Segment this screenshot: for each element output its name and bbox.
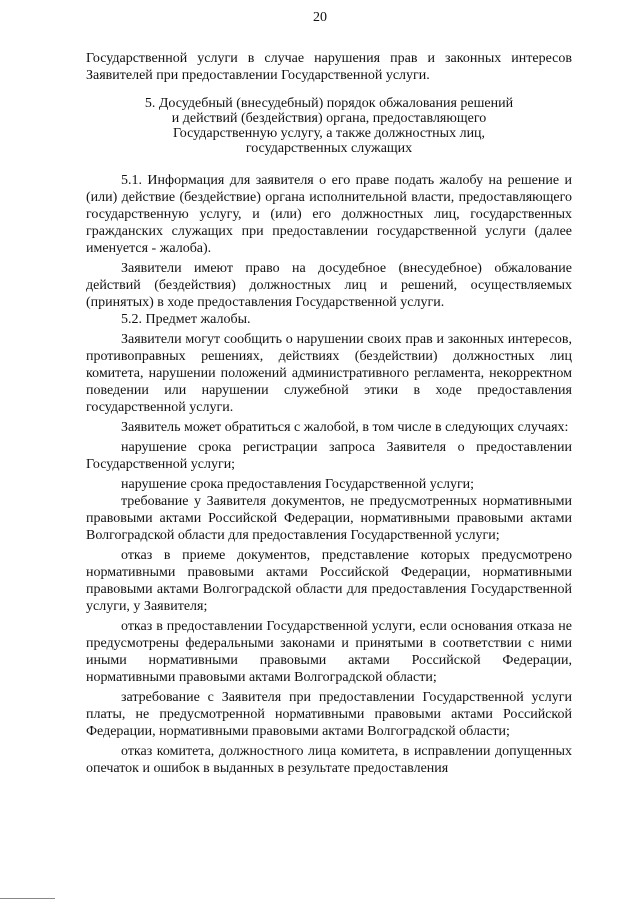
paragraph: 5.2. Предмет жалобы.: [121, 312, 251, 327]
paragraph: нарушение срока регистрации запроса Заявителя о предоставлении Государственной услуги;: [86, 440, 572, 472]
paragraph: требование у Заявителя документов, не предусмотренных нормативными правовыми актами Российской Федерации, нормативными правовыми актами Волгоградской области для предоставления Государственной услуги;: [86, 494, 572, 543]
paragraph: отказ в приеме документов, представление которых предусмотрено нормативными правовыми актами Российской Федерации, нормативными правовыми актами Волгоградской области для предоставления Государственной услуги, у Заявителя;: [86, 548, 572, 614]
paragraph: затребование с Заявителя при предоставлении Государственной услуги платы, не предусмотренной нормативными правовыми актами Российской Федерации, нормативными правовыми актами Волгоградской области;: [86, 690, 572, 739]
section-heading: [86, 96, 572, 156]
section-heading-line: и действий (бездействия) органа, предоставляющего: [171, 111, 487, 126]
paragraph: отказ в предоставлении Государственной услуги, если основания отказа не предусмотрены федеральными законами и принятыми в соответствии с ними иными нормативными правовыми актами Российской Федерации, нормативными правовыми актами Волгоградской области;: [86, 619, 572, 685]
document-body: [86, 50, 572, 777]
section-heading-line: Государственную услугу, а также должностных лиц,: [172, 126, 486, 141]
paragraph: отказ комитета, должностного лица комитета, в исправлении допущенных опечаток и ошибок в выданных в результате предоставления: [86, 744, 572, 776]
scan-edge-line: [0, 898, 55, 899]
section-heading-line: государственных служащих: [245, 141, 413, 156]
paragraph: нарушение срока предоставления Государственной услуги;: [121, 477, 475, 492]
page-number: 20: [313, 10, 327, 25]
paragraph: 5.1. Информация для заявителя о его праве подать жалобу на решение и (или) действие (бездействие) органа исполнительной власти, предоставляющего государственную услугу, и (или) его должностных лиц, государственных гражданских служащих при предоставлении государственной услуги (далее именуется - жалоба).: [86, 173, 572, 256]
top-fragment: Государственной услуги в случае нарушения прав и законных интересов Заявителей при предоставлении Государственной услуги.: [86, 51, 572, 83]
paragraph: Заявитель может обратиться с жалобой, в том числе в следующих случаях:: [121, 420, 569, 435]
paragraph: Заявители имеют право на досудебное (внесудебное) обжалование действий (бездействия) должностных лиц и решений, осуществляемых (принятых) в ходе предоставления Государственной услуги.: [86, 261, 572, 310]
section-heading-line: 5. Досудебный (внесудебный) порядок обжалования решений: [144, 96, 514, 111]
paragraph: Заявители могут сообщить о нарушении своих прав и законных интересов, противоправных решениях, действиях (бездействии) должностных лиц комитета, нарушении положений административного регламента, некорректном поведении или нарушении служебной этики в ходе предоставления государственной услуги.: [86, 332, 572, 415]
